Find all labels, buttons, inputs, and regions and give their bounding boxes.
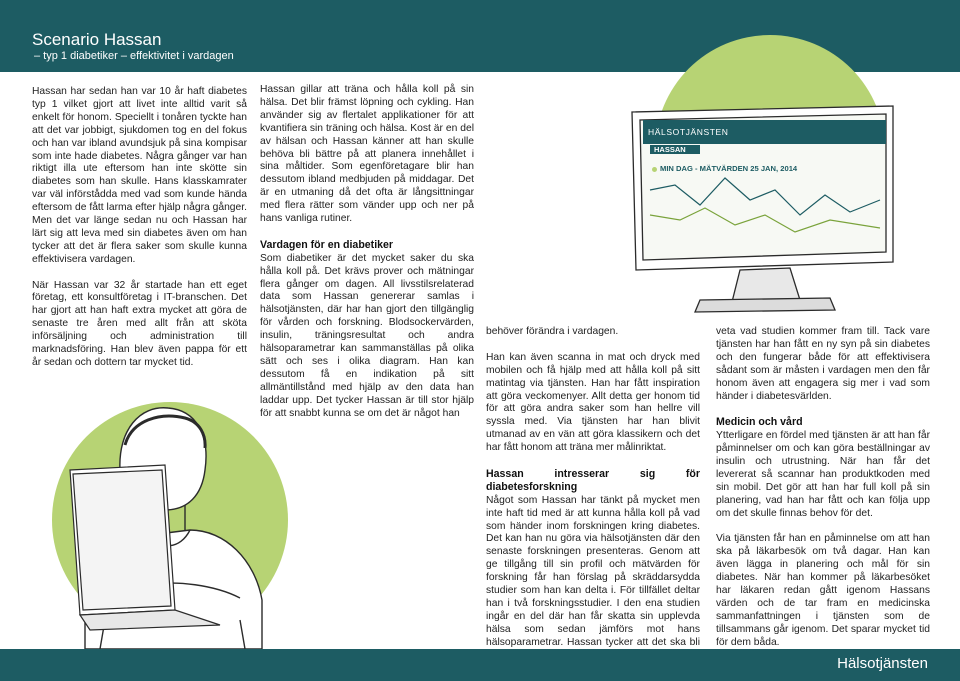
screen-status-dot-icon (652, 167, 657, 172)
paragraph: Han kan även scanna in mat och dryck med mobilen och få hjälp med att hålla koll på sitt matintag via tjänsten. Han har fått inspiration att göra veckomenyer. Allt detta ger honom tid för att göra andra saker som han hellre vill syssla med. Via tjänsten har han blivit utmanad av en vän att göra klassikern och det har fått honom att träna mer målinriktat. (486, 351, 700, 454)
paragraph: Som diabetiker är det mycket saker du ska hålla koll på. Det krävs prover och mätningar flera gånger om dagen. All livsstilsrelaterad data som Hassan genererar samlas i hälsotjänsten, där har han gjort den tillgänglig för vården och forskning. Blodsockervärden, insulin, träningsresultat och andra hälsoparametrar kan sammanställas på olika sätt och ses i olika diagram. Han kan dessutom få en indikation på sitt allmäntillstånd med hjälp av den data han laddar upp. Det tycker Hassan är till stor hjälp för att snabbt kunna se om det är något han (260, 252, 474, 419)
text-column-3 (486, 326, 700, 675)
text-column-4 (716, 326, 930, 663)
paragraph: Hassan har sedan han var 10 år haft diabetes typ 1 vilket gjort att livet inte alltid varit så enkelt för honom. Speciellt i tonåren tyckte han att det var jobbigt, sjukdomen tog en del fokus och han var ibland avundsjuk på sina kompisar som inte hade diabetes. Några gånger var han riktigt illa ute eftersom han inte skötte sin diabetes som han skulle. Hans klasskamrater var väl införstådda med vad som kunde hända eftersom de fått larma efter hjälp några gånger. Men det var länge sedan nu och Hassan har lärt sig att leva med sin diabetes även om han tycker att det är flera saker som skulle kunna effektivisera vardagen. (32, 86, 247, 265)
paragraph: veta vad studien kommer fram till. Tack vare tjänsten har han fått en ny syn på sin diabetes och den fungerar både för att effektivisera sådant som är måsten i vardagen men den får honom även att engagera sig mer i vad som händer i diabetesvärlden. (716, 326, 930, 402)
page-title: Scenario Hassan (32, 30, 162, 49)
section-heading: Medicin och vård (716, 416, 803, 429)
screen-user: HASSAN (654, 145, 686, 154)
text-column-1 (32, 86, 247, 383)
footer-brand: Hälsotjänsten (837, 655, 928, 672)
paragraph: Ytterligare en fördel med tjänsten är att han får påminnelser om och kan göra beställningar av insulin och utrustning. När han får det levererat så scannar han produktkoden med sin mobil. Det gör att han har full koll på sin planering, vad han har fått och kan följa upp om det skulle finnas behov för det. (716, 430, 930, 519)
screen-brand: HÄLSOTJÄNSTEN (648, 127, 729, 137)
page-footer (0, 649, 960, 681)
paragraph: Något som Hassan har tänkt på mycket men inte haft tid med är att kunna hålla koll på vad som händer inom forskningen kring diabetes. Det kan han nu göra via hälsotjänsten där den senaste forskningen presenteras. Genom att ge tillgång till sin profil och mätvärden för forskning får han förslag på skräddarsydda studier som han kan delta i. För tillfället deltar han i två forskningsstudier. I den ena studien ingår en del där han får skatta sin upplevda hälsa som sedan jämförs mot hans hälsoparametrar. Hassan tycker att det ska bli (486, 494, 700, 648)
text-column-2 (260, 84, 474, 433)
section-heading: Vardagen för en diabetiker (260, 238, 394, 251)
paragraph: Hassan gillar att träna och hålla koll på sin hälsa. Det blir främst löpning och cykling. Han använder sig av flertalet applikationer för att kvantifiera sin träning och hälsa. Kost är en del av hälsan och Hassan känner att han skulle behöva bli bättre på att planera innehållet i sina måltider. Som egenföretagare blir han dessutom ibland medbjuden på middagar. Det är en utmaning då det ofta är långsittningar med flera rätter som vänder upp och ner på hans vanliga rutiner. (260, 84, 474, 225)
page-subtitle: – typ 1 diabetiker – effektivitet i vardagen (34, 50, 234, 62)
paragraph: behöver förändra i vardagen. (486, 326, 619, 337)
section-heading: Hassan intresserar sig för diabetesforskning (486, 467, 700, 493)
screen-date-line: MIN DAG - MÄTVÄRDEN 25 JAN, 2014 (660, 164, 798, 173)
paragraph: Via tjänsten får han en påminnelse om att han ska på läkarbesök om två dagar. Han kan även lägga in planering och mål för sin diabetes. När han kommer på läkarbesöket har läkaren redan gått igenom Hassans värden och de tar fram en medicinska sammanfattningen i tjänsten som de tillsammans går igenom. Det sparar mycket tid för dem båda. (716, 533, 930, 648)
paragraph: När Hassan var 32 år startade han ett eget företag, ett konsultföretag i IT-branschen. Det har gjort att han haft extra mycket att göra de senaste tre åren med allt från att sköta införsäljning och administration till marknadsföring. Han blev även pappa för ett år sedan och dottern tar mycket tid. (32, 279, 247, 369)
